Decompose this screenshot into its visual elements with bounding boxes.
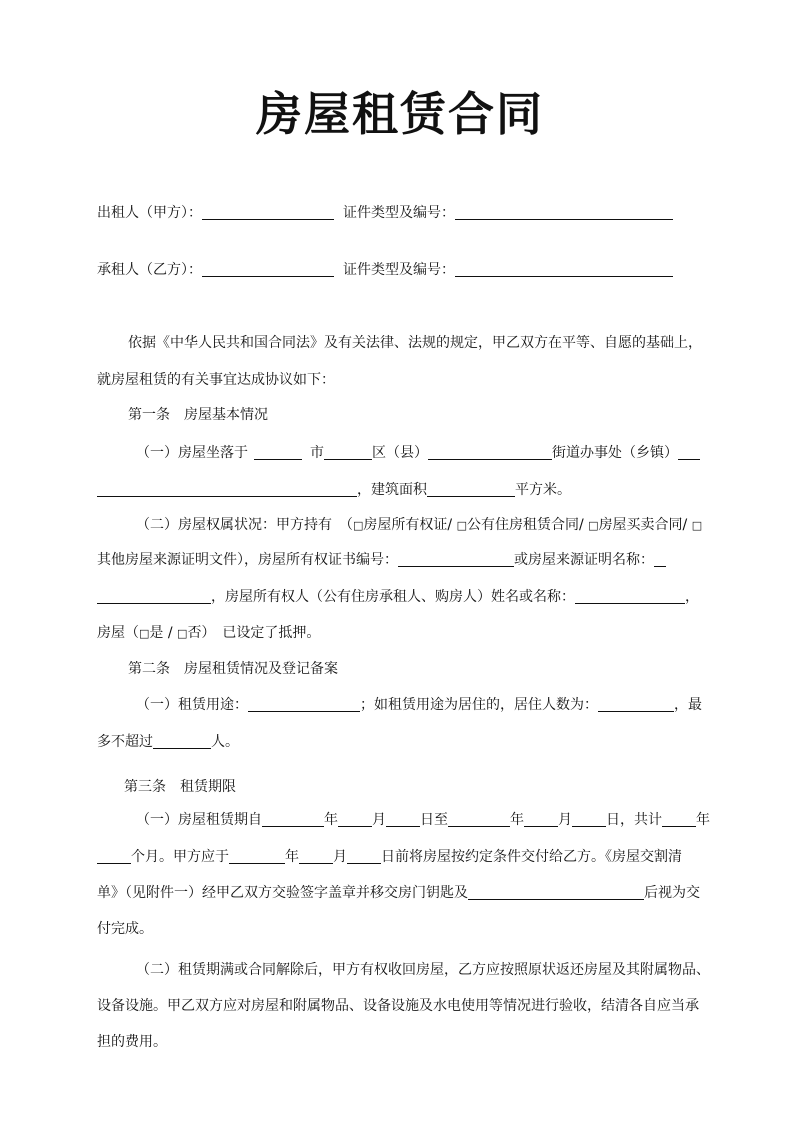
article1-item1-line2 — [97, 480, 707, 500]
article1-item2-line1 — [136, 515, 708, 536]
cert-number-field[interactable] — [398, 552, 514, 567]
area-unit: 平方米。 — [515, 482, 571, 498]
end-month-field[interactable] — [524, 812, 558, 827]
owner-name-field[interactable] — [575, 589, 685, 604]
to-label: 日至 — [420, 812, 448, 828]
handover-complete-prefix: 后视为交 — [644, 885, 700, 901]
lessor-name-field[interactable] — [202, 205, 334, 220]
year-label: 年 — [324, 812, 338, 828]
total-months-field[interactable] — [97, 849, 131, 864]
street-office-field[interactable] — [678, 445, 700, 460]
source-doc-field-start[interactable] — [654, 552, 666, 567]
lessee-id-field[interactable] — [455, 262, 673, 277]
source-doc-label: 或房屋来源证明名称： — [514, 552, 654, 568]
year-label: 年 — [285, 849, 299, 865]
max-residents-field[interactable] — [153, 734, 211, 749]
start-month-field[interactable] — [338, 812, 372, 827]
checkbox-other-docs[interactable]: □ — [691, 519, 703, 532]
page-title: 房屋租赁合同 — [256, 87, 544, 141]
article1-item1-line1 — [136, 443, 708, 463]
checkbox-mortgage-yes[interactable]: □ — [139, 627, 150, 640]
mortgage-label: 房屋（ — [97, 625, 139, 641]
article3-item2-line1: （二）租赁期满或合同解除后，甲方有权收回房屋，乙方应按照原状返还房屋及其附属物品、 — [136, 962, 710, 978]
lessor-row — [97, 203, 707, 223]
article2-item1-line1 — [136, 695, 708, 715]
delivery-label: 个月。甲方应于 — [131, 849, 229, 865]
year-label: 年 — [510, 812, 524, 828]
lessor-label: 出租人（甲方）： — [97, 205, 202, 221]
cert-number-label: 其他房屋来源证明文件），房屋所有权证书编号： — [97, 552, 398, 568]
end-year-field[interactable] — [448, 812, 510, 827]
delivery-month-field[interactable] — [299, 849, 333, 864]
max-label: 多不超过 — [97, 734, 153, 750]
checkbox-public-lease[interactable]: □ — [456, 519, 467, 532]
article1-item2-line4 — [97, 623, 707, 644]
district-field[interactable] — [324, 445, 372, 460]
residents-label: ；如租赁用途为居住的，居住人数为： — [360, 697, 598, 713]
mortgage-yes-label: 是 / — [149, 625, 178, 641]
year-label: 年 — [696, 812, 710, 828]
article3-item1-line3 — [97, 883, 707, 903]
month-label: 月 — [558, 812, 572, 828]
month-label: 月 — [372, 812, 386, 828]
handover-text: 单》（见附件一）经甲乙双方交验签字盖章并移交房门钥匙及 — [97, 885, 468, 901]
end-day-field[interactable] — [572, 812, 606, 827]
article3-heading: 第三条 租赁期限 — [124, 779, 236, 795]
residents-field[interactable] — [598, 697, 674, 712]
intro-line-2: 就房屋租赁的有关事宜达成协议如下： — [97, 372, 335, 388]
lessee-name-field[interactable] — [202, 262, 334, 277]
delivery-text: 日前将房屋按约定条件交付给乙方。《房屋交割清 — [381, 849, 682, 865]
article1-heading: 第一条 房屋基本情况 — [128, 407, 268, 423]
article3-item2-line2: 设备设施。甲乙双方应对房屋和附属物品、设备设施及水电使用等情况进行验收，结清各自应当承 — [97, 998, 699, 1014]
city-field[interactable] — [254, 445, 302, 460]
street-field[interactable] — [428, 445, 552, 460]
public-lease-label: 公有住房租赁合同/ — [466, 517, 589, 533]
location-label: （一）房屋坐落于 — [136, 445, 248, 461]
purchase-contract-label: 房屋买卖合同/ — [598, 517, 692, 533]
district-label: 区（县） — [372, 445, 428, 461]
delivery-year-field[interactable] — [229, 849, 285, 864]
lessor-id-field[interactable] — [455, 205, 673, 220]
term-start-label: （一）房屋租赁期自 — [136, 812, 262, 828]
ownership-label: （二）房屋权属状况：甲方持有 （ — [136, 517, 353, 533]
total-label: 日，共计 — [606, 812, 662, 828]
purpose-label: （一）租赁用途： — [136, 697, 248, 713]
start-day-field[interactable] — [386, 812, 420, 827]
article3-item1-line1 — [136, 810, 708, 830]
total-years-field[interactable] — [662, 812, 696, 827]
article2-heading: 第二条 房屋租赁情况及登记备案 — [128, 661, 338, 677]
purpose-field[interactable] — [248, 697, 360, 712]
article3-item2-line3: 担的费用。 — [97, 1034, 167, 1050]
month-label: 月 — [333, 849, 347, 865]
lessee-row — [97, 260, 707, 280]
checkbox-purchase-contract[interactable]: □ — [588, 519, 599, 532]
handover-items-field[interactable] — [468, 885, 644, 900]
intro-line-1: 依据《中华人民共和国合同法》及有关法律、法规的规定，甲乙双方在平等、自愿的基础上， — [128, 335, 702, 351]
address-field[interactable] — [97, 482, 357, 497]
checkbox-mortgage-no[interactable]: □ — [177, 627, 188, 640]
lessor-id-label: 证件类型及编号： — [343, 205, 455, 221]
street-office-label: 街道办事处（乡镇） — [552, 445, 678, 461]
article1-item2-line3 — [97, 587, 707, 607]
start-year-field[interactable] — [262, 812, 324, 827]
article1-item2-line2 — [97, 550, 707, 570]
area-label: ，建筑面积 — [357, 482, 427, 498]
ownership-cert-label: 房屋所有权证/ — [363, 517, 457, 533]
area-field[interactable] — [427, 482, 515, 497]
max-prefix: ，最 — [674, 697, 702, 713]
person-unit: 人。 — [211, 734, 239, 750]
lessee-label: 承租人（乙方）： — [97, 262, 202, 278]
city-label: 市 — [310, 445, 324, 461]
source-doc-field[interactable] — [97, 589, 211, 604]
article2-item1-line2 — [97, 732, 707, 752]
comma: ， — [685, 589, 699, 605]
checkbox-ownership-cert[interactable]: □ — [353, 519, 364, 532]
lessee-id-label: 证件类型及编号： — [343, 262, 455, 278]
mortgage-no-label: 否） 已设定了抵押。 — [187, 625, 321, 641]
article3-item1-line2 — [97, 847, 707, 867]
article3-item1-line4: 付完成。 — [97, 921, 153, 937]
owner-name-label: ，房屋所有权人（公有住房承租人、购房人）姓名或名称： — [211, 589, 575, 605]
delivery-day-field[interactable] — [347, 849, 381, 864]
